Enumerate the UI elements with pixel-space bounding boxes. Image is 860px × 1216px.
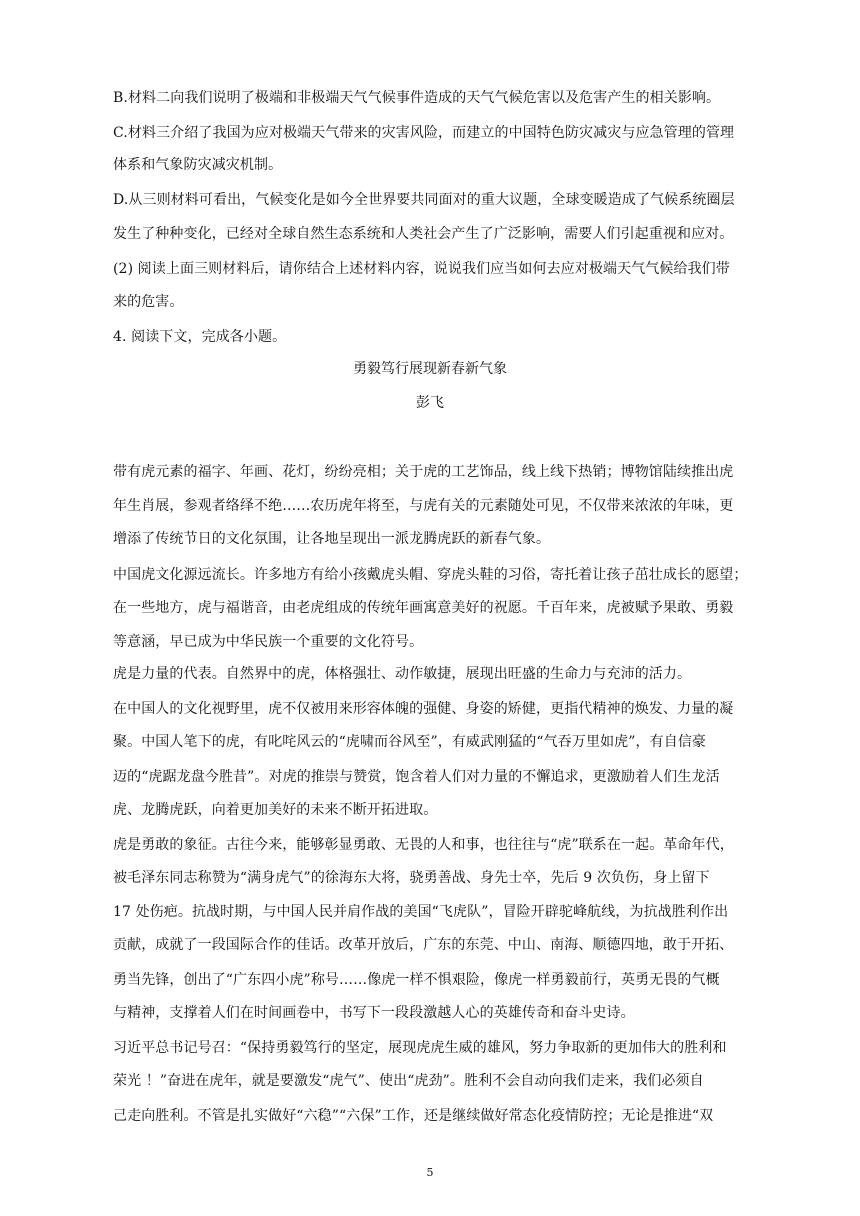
article-line: 虎是勇敢的象征。古往今来，能够彰显勇敢、无畏的人和事，也往往与“虎”联系在一起。革命年代， [113, 837, 734, 853]
page-number: 5 [426, 1166, 434, 1179]
article-line: 勇当先锋，创出了“广东四小虎”称号……像虎一样不惧艰险，像虎一样勇毅前行，英勇无畏的气概 [113, 972, 720, 988]
question-2-line-2: 来的危害。 [113, 294, 184, 310]
article-line: 聚。中国人笔下的虎，有叱咤风云的“虎啸而谷风至”，有威武刚猛的“气吞万里如虎”，有自信豪 [113, 734, 707, 750]
article-line: 中国虎文化源远流长。许多地方有给小孩戴虎头帽、穿虎头鞋的习俗，寄托着让孩子茁壮成长的愿望； [113, 567, 748, 583]
article-line: 与精神，支撑着人们在时间画卷中，书写下一段段激越人心的英雄传奇和奋斗史诗。 [113, 1005, 635, 1021]
article-line: 虎、龙腾虎跃，向着更加美好的未来不断开拓进取。 [113, 802, 438, 818]
article-line: 17 处伤疤。抗战时期，与中国人民并肩作战的美国“飞虎队”，冒险开辟驼峰航线，为抗战胜利作出 [113, 904, 729, 920]
option-c-line-1: C.材料三介绍了我国为应对极端天气带来的灾害风险，而建立的中国特色防灾减灾与应急管理的管理 [113, 125, 735, 141]
article-title: 勇毅笃行展现新春新气象 [353, 361, 507, 377]
article-line: 增添了传统节日的文化氛围，让各地呈现出一派龙腾虎跃的新春气象。 [113, 531, 551, 547]
article-line: 迈的“虎踞龙盘今胜昔”。对虎的推崇与赞赏，饱含着人们对力量的不懈追求，更激励着人们生龙活 [113, 769, 720, 785]
article-line: 虎是力量的代表。自然界中的虎，体格强壮、动作敏捷，展现出旺盛的生命力与充沛的活力。 [113, 666, 692, 682]
article-line: 己走向胜利。不管是扎实做好“六稳”“六保”工作，还是继续做好常态化疫情防控；无论是推进“双 [113, 1108, 714, 1124]
article-line: 贡献，成就了一段国际合作的佳话。改革开放后，广东的东莞、中山、南海、顺德四地，敢于开拓、 [113, 937, 734, 953]
article-line: 荣光 ！”奋进在虎年，就是要激发“虎气”、使出“虎劲”。胜利不会自动向我们走来，我们必须自 [113, 1073, 704, 1089]
article-line: 等意涵，早已成为中华民族一个重要的文化符号。 [113, 634, 424, 650]
article-line: 被毛泽东同志称赞为“满身虎气”的徐海东大将，骁勇善战、身先士卒，先后 9 次负伤，身上留下 [113, 870, 710, 886]
article-line: 习近平总书记号召：“保持勇毅笃行的坚定，展现虎虎生威的雄风，努力争取新的更加伟大的胜利和 [113, 1040, 727, 1056]
article-line: 年生肖展，参观者络绎不绝……农历虎年将至，与虎有关的元素随处可见，不仅带来浓浓的年味，更 [113, 498, 734, 514]
option-b: B.材料二向我们说明了极端和非极端天气气候事件造成的天气气候危害以及危害产生的相关影响。 [113, 90, 721, 106]
article-line: 带有虎元素的福字、年画、花灯，纷纷亮相；关于虎的工艺饰品，线上线下热销；博物馆陆续推出虎 [113, 464, 734, 480]
article-author: 彭飞 [416, 395, 444, 411]
option-c-line-2: 体系和气象防灾减灾机制。 [113, 157, 283, 173]
option-d-line-2: 发生了种种变化，已经对全球自然生态系统和人类社会产生了广泛影响，需要人们引起重视和应对。 [113, 226, 734, 242]
question-4-prompt: 4. 阅读下文，完成各小题。 [113, 329, 287, 345]
article-line: 在一些地方，虎与福谐音，由老虎组成的传统年画寓意美好的祝愿。千百年来，虎被赋予果敢、勇毅 [113, 600, 734, 616]
question-2-line-1: (2) 阅读上面三则材料后，请你结合上述材料内容，说说我们应当如何去应对极端天气气候给我们带 [113, 261, 730, 277]
option-d-line-1: D.从三则材料可看出，气候变化是如今全世界要共同面对的重大议题，全球变暖造成了气候系统圈层 [113, 192, 735, 208]
article-line: 在中国人的文化视野里，虎不仅被用来形容体魄的强健、身姿的矫健，更指代精神的焕发、力量的凝 [113, 701, 734, 717]
